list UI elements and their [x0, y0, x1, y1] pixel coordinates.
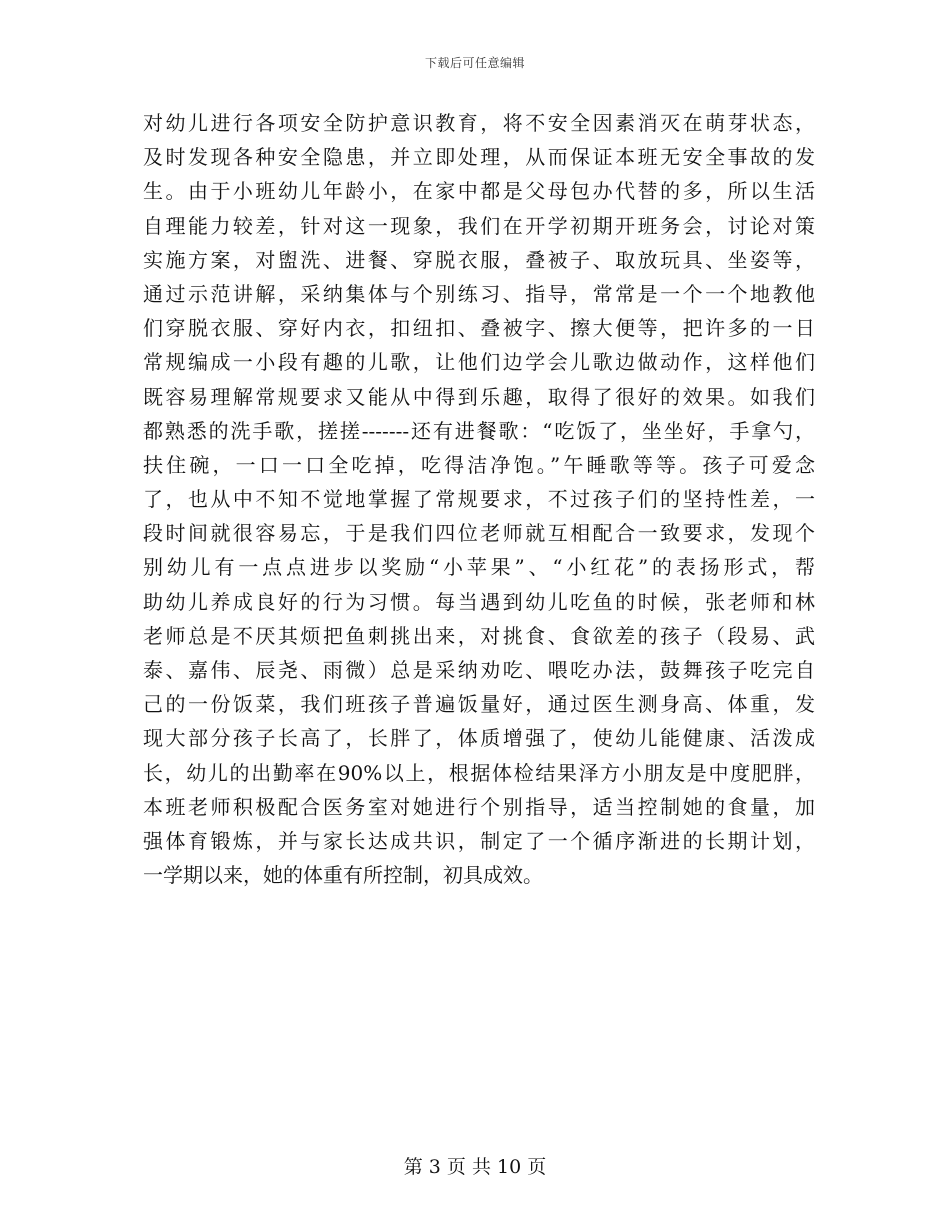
document-body — [143, 106, 815, 892]
page-header: 下载后可任意编辑 — [424, 56, 525, 70]
paragraph-line: 一学期以来，她的体重有所控制，初具成效。 — [143, 863, 543, 888]
paragraph-line: 们穿脱衣服、穿好内衣，扣纽扣、叠被字、擦大便等，把许多的一日 — [143, 316, 815, 341]
paragraph-line: 常规编成一小段有趣的儿歌，让他们边学会儿歌边做动作，这样他们 — [143, 350, 815, 375]
paragraph-line: 强体育锻炼，并与家长达成共识，制定了一个循序渐进的长期计划， — [143, 828, 815, 853]
paragraph-line: 助幼儿养成良好的行为习惯。每当遇到幼儿吃鱼的时候，张老师和林 — [143, 589, 815, 614]
paragraph-line: 通过示范讲解，采纳集体与个别练习、指导，常常是一个一个地教他 — [143, 281, 815, 306]
paragraph-line: 己的一份饭菜，我们班孩子普遍饭量好，通过医生测身高、体重，发 — [143, 692, 815, 717]
paragraph-line: 段时间就很容易忘，于是我们四位老师就互相配合一致要求，发现个 — [143, 521, 815, 546]
paragraph-line: 及时发现各种安全隐患，并立即处理，从而保证本班无安全事故的发 — [143, 145, 815, 170]
paragraph-line: 现大部分孩子长高了，长胖了，体质增强了，使幼儿能健康、活泼成 — [143, 726, 815, 751]
paragraph-line: 长，幼儿的出勤率在90%以上，根据体检结果泽方小朋友是中度肥胖， — [143, 760, 815, 785]
paragraph-line: 泰、嘉伟、辰尧、雨微）总是采纳劝吃、喂吃办法，鼓舞孩子吃完自 — [143, 658, 815, 682]
paragraph-line: 扶住碗，一口一口全吃掉，吃得洁净饱。”午睡歌等等。孩子可爱念 — [143, 452, 815, 477]
paragraph-line: 了，也从中不知不觉地掌握了常规要求，不过孩子们的坚持性差，一 — [143, 487, 815, 512]
paragraph-line: 都熟悉的洗手歌，搓搓-------还有进餐歌：“吃饭了，坐坐好，手拿勺， — [143, 418, 815, 443]
paragraph-line: 实施方案，对盥洗、进餐、穿脱衣服，叠被子、取放玩具、坐姿等， — [143, 247, 815, 272]
paragraph-line: 对幼儿进行各项安全防护意识教育，将不安全因素消灭在萌芽状态， — [143, 111, 815, 135]
paragraph-line: 生。由于小班幼儿年龄小，在家中都是父母包办代替的多，所以生活 — [143, 179, 815, 204]
page-number: 第 3 页 共 10 页 — [403, 1156, 547, 1178]
paragraph-line: 自理能力较差，针对这一现象，我们在开学初期开班务会，讨论对策 — [143, 213, 815, 238]
paragraph-line: 别幼儿有一点点进步以奖励“小苹果”、“小红花”的表扬形式，帮 — [143, 555, 815, 580]
paragraph-line: 本班老师积极配合医务室对她进行个别指导，适当控制她的食量，加 — [143, 794, 815, 819]
paragraph-line: 既容易理解常规要求又能从中得到乐趣，取得了很好的效果。如我们 — [143, 384, 815, 409]
paragraph-line: 老师总是不厌其烦把鱼刺挑出来，对挑食、食欲差的孩子（段易、武 — [143, 623, 815, 648]
